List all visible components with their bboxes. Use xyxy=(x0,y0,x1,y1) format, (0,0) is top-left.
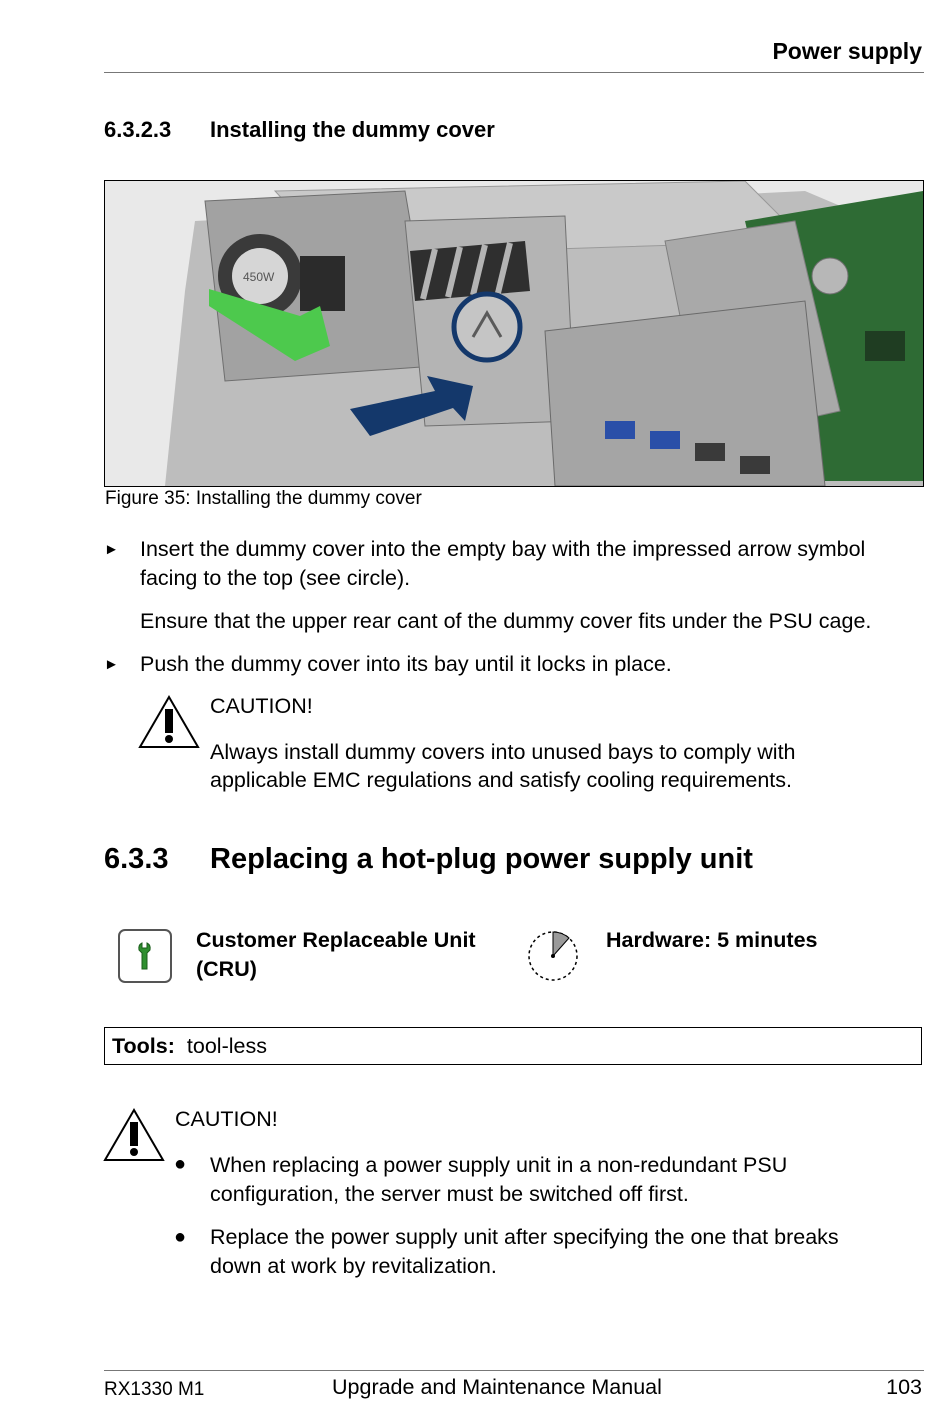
usb-port xyxy=(605,421,635,439)
step-1-line-2: facing to the top (see circle). xyxy=(140,566,411,590)
page-number: 103 xyxy=(886,1375,922,1399)
cru-label-line-1: Customer Replaceable Unit xyxy=(196,928,476,952)
highlight-circle xyxy=(454,294,520,360)
caution-title: CAUTION! xyxy=(175,1107,278,1131)
step-2: Push the dummy cover into its bay until it locks in place. xyxy=(140,652,672,676)
tools-box xyxy=(104,1027,922,1065)
footer-rule xyxy=(104,1370,924,1371)
psu-wattage-label: 450W xyxy=(243,270,275,284)
footer-model: RX1330 M1 xyxy=(104,1379,205,1400)
caution-item-2-line-2: down at work by revitalization. xyxy=(210,1254,497,1278)
tools-label: Tools: xyxy=(112,1034,175,1058)
wrench-icon xyxy=(118,929,172,983)
usb-port xyxy=(650,431,680,449)
section-number: 6.3.2.3 xyxy=(104,117,172,142)
step-bullet-icon: ► xyxy=(104,541,119,558)
step-bullet-icon: ► xyxy=(104,656,119,673)
section-title: Replacing a hot-plug power supply unit xyxy=(210,843,753,875)
section-title: Installing the dummy cover xyxy=(210,117,495,142)
caution-text-line-1: Always install dummy covers into unused bays to comply with xyxy=(210,740,796,764)
warning-icon xyxy=(103,1108,165,1164)
caution-item-2-line-1: Replace the power supply unit after specifying the one that breaks xyxy=(210,1225,839,1249)
step-note: Ensure that the upper rear cant of the dummy cover fits under the PSU cage. xyxy=(140,609,872,633)
warning-icon xyxy=(138,695,200,751)
hardware-time: Hardware: 5 minutes xyxy=(606,928,818,952)
server-illustration xyxy=(105,181,923,486)
footer-manual-title: Upgrade and Maintenance Manual xyxy=(332,1375,662,1399)
section-number: 6.3.3 xyxy=(104,843,169,875)
running-header-title: Power supply xyxy=(772,38,922,64)
figure-dummy-cover xyxy=(104,180,924,487)
figure-caption: Figure 35: Installing the dummy cover xyxy=(105,488,422,509)
caution-title: CAUTION! xyxy=(210,694,313,718)
caution-text-line-2: applicable EMC regulations and satisfy cooling requirements. xyxy=(210,768,793,792)
tools-value: tool-less xyxy=(186,1034,267,1058)
header-rule xyxy=(104,72,924,73)
list-bullet-icon: ● xyxy=(174,1226,187,1248)
cru-label-line-2: (CRU) xyxy=(196,957,257,981)
clock-icon xyxy=(526,929,580,983)
list-bullet-icon: ● xyxy=(174,1153,187,1175)
step-1-line-1: Insert the dummy cover into the empty bay with the impressed arrow symbol xyxy=(140,537,866,561)
caution-item-1-line-1: When replacing a power supply unit in a non-redundant PSU xyxy=(210,1153,788,1177)
caution-item-1-line-2: configuration, the server must be switched off first. xyxy=(210,1182,689,1206)
